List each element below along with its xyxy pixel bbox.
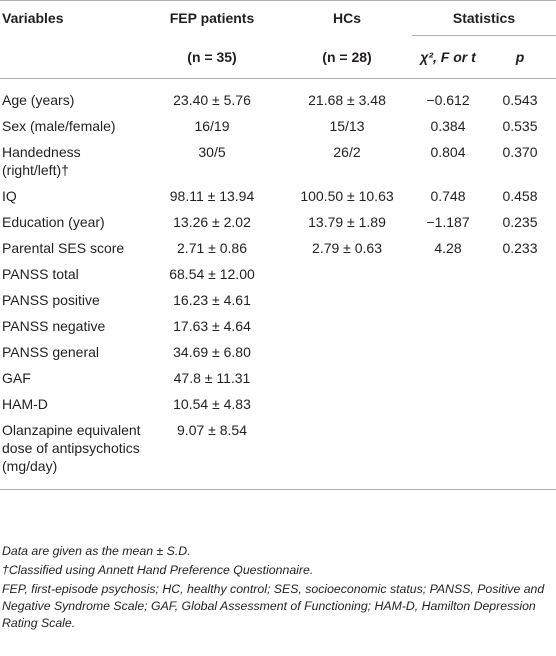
table-row: [0, 286, 556, 312]
cell-statistic: 0.384: [430, 118, 466, 134]
cell-variable: PANSS positive: [2, 292, 100, 308]
cell-variable: GAF: [2, 370, 31, 386]
cell-hcs: [282, 338, 412, 364]
cell-variable: PANSS total: [2, 266, 79, 282]
cell-hcs: [282, 260, 412, 286]
cell-hcs: 2.79 ± 0.63: [312, 240, 382, 256]
cell-p-value: [484, 338, 556, 364]
footnote-abbreviations: FEP, first-episode psychosis; HC, healthy control; SES, socioeconomic status; PANSS, Positive and Negative Syndrome Scale; GAF, Global Assessment of Functioning; HAM-D, Hamilton Depression Rating Scale.: [2, 582, 545, 630]
cell-p-value: 0.233: [502, 240, 538, 256]
cell-fep: 98.11 ± 13.94: [169, 188, 255, 204]
subheader-p-label: p: [515, 49, 525, 65]
footnote-dagger: †Classified using Annett Hand Preference Questionnaire.: [2, 563, 314, 577]
table-row: [0, 390, 556, 416]
table-row: [0, 364, 556, 390]
cell-hcs: 13.79 ± 1.89: [308, 214, 386, 230]
cell-fep: 13.26 ± 2.02: [173, 214, 251, 230]
cell-statistic: [412, 286, 484, 312]
cell-variable: PANSS general: [2, 344, 100, 360]
cell-statistic: [412, 312, 484, 338]
cell-p-value: 0.543: [502, 92, 538, 108]
table-row: [0, 312, 556, 338]
cell-statistic: −1.187: [426, 214, 470, 230]
cell-statistic: [412, 338, 484, 364]
cell-fep: 34.69 ± 6.80: [173, 344, 251, 360]
cell-p-value: [484, 390, 556, 416]
cell-hcs: [282, 286, 412, 312]
cell-p-value: [484, 260, 556, 286]
cell-fep: 17.63 ± 4.64: [173, 318, 251, 334]
cell-fep: 47.8 ± 11.31: [173, 370, 251, 386]
header-statistics: Statistics: [412, 1, 556, 36]
cell-variable: Age (years): [2, 92, 75, 108]
cell-p-value: [484, 286, 556, 312]
header-variables: Variables: [2, 10, 64, 26]
cell-fep: 68.54 ± 12.00: [169, 266, 255, 282]
cell-fep: 23.40 ± 5.76: [173, 92, 251, 108]
cell-hcs: 100.50 ± 10.63: [300, 188, 394, 204]
cell-variable: HAM-D: [2, 396, 48, 412]
cell-fep: 10.54 ± 4.83: [173, 396, 251, 412]
cell-fep: 16.23 ± 4.61: [173, 292, 251, 308]
cell-hcs: [282, 312, 412, 338]
cell-p-value: [484, 364, 556, 390]
cell-statistic: [412, 364, 484, 390]
table-row: [0, 338, 556, 364]
cell-statistic: 0.748: [430, 188, 466, 204]
cell-hcs: 26/2: [333, 144, 361, 160]
cell-fep: 30/5: [198, 144, 226, 160]
cell-p-value: 0.370: [502, 144, 538, 160]
table-row: [0, 112, 556, 138]
footnote-data: Data are given as the mean ± S.D.: [2, 544, 191, 558]
table-body: [0, 79, 556, 490]
cell-variable: Handedness (right/left)†: [2, 144, 81, 178]
subheader-fep-n: (n = 35): [187, 48, 237, 65]
subheader-row: [0, 36, 556, 79]
cell-statistic: 0.804: [430, 144, 466, 160]
cell-variable: Education (year): [2, 214, 105, 230]
cell-hcs: 15/13: [329, 118, 365, 134]
cell-fep: 16/19: [194, 118, 230, 134]
table-row: [0, 182, 556, 208]
cell-hcs: [282, 390, 412, 416]
cell-hcs: [282, 364, 412, 390]
cell-p-value: 0.235: [502, 214, 538, 230]
header-row: [0, 1, 556, 36]
subheader-stat-label: χ², F or t: [420, 49, 476, 65]
table-row: [0, 234, 556, 260]
cell-fep: 2.71 ± 0.86: [177, 240, 247, 256]
table-row: [0, 260, 556, 286]
cell-p-value: [484, 312, 556, 338]
header-fep: FEP patients: [169, 10, 255, 26]
cell-variable: Sex (male/female): [2, 118, 116, 134]
cell-statistic: −0.612: [426, 92, 470, 108]
cell-statistic: [412, 260, 484, 286]
table-row: [0, 208, 556, 234]
cell-p-value: 0.535: [502, 118, 538, 134]
table-row: [0, 79, 556, 113]
cell-statistic: [412, 390, 484, 416]
subheader-hcs-n: (n = 28): [322, 48, 372, 65]
cell-fep: 9.07 ± 8.54: [177, 422, 247, 438]
cell-statistic: 4.28: [434, 240, 462, 256]
cell-p-value: 0.458: [502, 188, 538, 204]
table-row: [0, 416, 556, 490]
cell-variable: Olanzapine equivalent dose of antipsychotics (mg/day): [2, 422, 141, 474]
cell-variable: Parental SES score: [2, 240, 125, 256]
cell-hcs: [282, 416, 412, 490]
cell-statistic: [412, 416, 484, 490]
cell-p-value: [484, 416, 556, 490]
table-row: [0, 138, 556, 182]
subheader-empty: [0, 36, 142, 79]
cell-hcs: 21.68 ± 3.48: [308, 92, 386, 108]
cell-variable: IQ: [2, 188, 17, 204]
footnotes: [2, 543, 552, 634]
header-hcs: HCs: [332, 10, 361, 26]
cell-variable: PANSS negative: [2, 318, 106, 334]
